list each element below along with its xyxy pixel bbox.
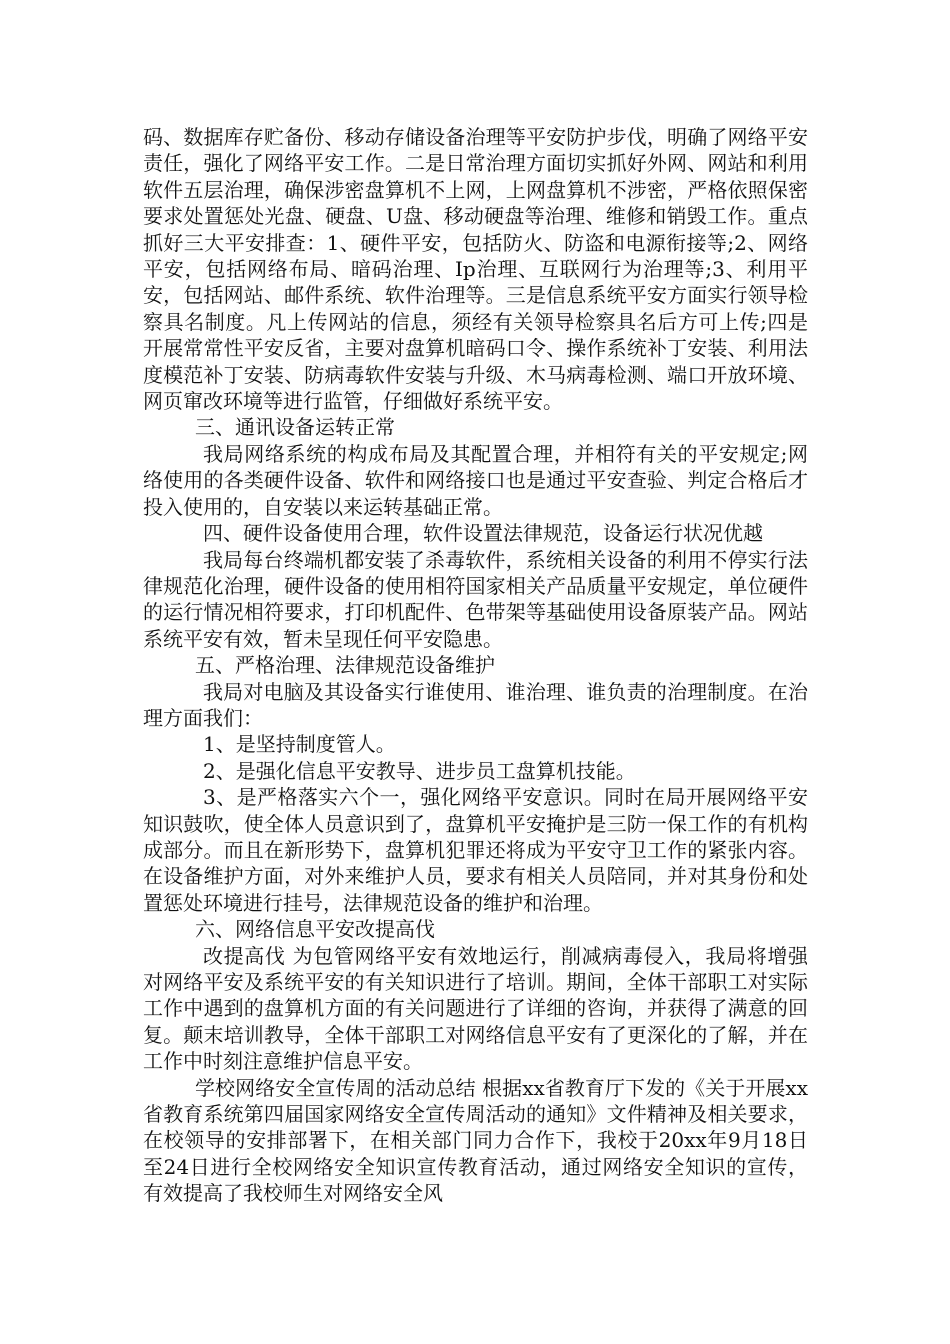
- heading-section-6: 六、网络信息平安改提高伐: [195, 917, 435, 942]
- heading-section-4: 四、硬件设备使用合理，软件设置法律规范，设备运行状况优越: [203, 521, 763, 546]
- paragraph-antivirus: 我局每台终端机都安装了杀毒软件，系统相关设备的利用不停实行法律规范化治理，硬件设备的使用相符国家相关产品质量平安规定，单位硬件的运行情况相符要求，打印机配件、色带架等基础使用设备原装产品。网站系统平安有效，暂未呈现任何平安隐患。: [143, 547, 808, 651]
- paragraph-security-measures: 码、数据库存贮备份、移动存储设备治理等平安防护步伐，明确了网络平安责任，强化了网络平安工作。二是日常治理方面切实抓好外网、网站和利用软件五层治理，确保涉密盘算机不上网，上网盘算机不涉密，严格依照保密要求处置惩处光盘、硬盘、U盘、移动硬盘等治理、维修和销毁工作。重点抓好三大平安排查：1、硬件平安，包括防火、防盗和电源衔接等;2、网络平安，包括网络布局、暗码治理、Ip治理、互联网行为治理等;3、利用平安，包括网站、邮件系统、软件治理等。三是信息系统平安方面实行领导检察具名制度。凡上传网站的信息，须经有关领导检察具名后方可上传;四是开展常常性平安反省，主要对盘算机暗码口令、操作系统补丁安装、利用法度模范补丁安装、防病毒软件安装与升级、木马病毒检测、端口开放环境、网页窜改环境等进行监管，仔细做好系统平安。: [143, 125, 808, 414]
- list-item-1: 1、是坚持制度管人。: [203, 732, 396, 757]
- list-item-3: 3、是严格落实六个一，强化网络平安意识。同时在局开展网络平安知识鼓吹，使全体人员意识到了，盘算机平安掩护是三防一保工作的有机构成部分。而且在新形势下，盘算机犯罪还将成为平安守卫工作的紧张内容。在设备维护方面，对外来维护人员，要求有相关人员陪同，并对其身份和处置惩处环境进行挂号，法律规范设备的维护和治理。: [143, 785, 808, 915]
- paragraph-network-layout: 我局网络系统的构成布局及其配置合理，并相符有关的平安规定;网络使用的各类硬件设备、软件和网络接口也是通过平安查验、判定合格后才投入使用的，自安装以来运转基础正常。: [143, 441, 808, 519]
- paragraph-training: 改提高伐 为包管网络平安有效地运行，削减病毒侵入，我局将增强对网络平安及系统平安的有关知识进行了培训。期间，全体干部职工对实际工作中遇到的盘算机方面的有关问题进行了详细的咨询，并获得了满意的回复。颠末培训教导，全体干部职工对网络信息平安有了更深化的了解，并在工作中时刻注意维护信息平安。: [143, 943, 808, 1074]
- paragraph-school-summary: 学校网络安全宣传周的活动总结 根据xx省教育厅下发的《关于开展xx省教育系统第四届国家网络安全宣传周活动的通知》文件精神及相关要求，在校领导的安排部署下，在相关部门同力合作下，我校于20xx年9月18日至24日进行全校网络安全知识宣传教育活动，通过网络安全知识的宣传，有效提高了我校师生对网络安全风: [143, 1075, 808, 1206]
- heading-section-3: 三、通讯设备运转正常: [195, 415, 395, 440]
- heading-section-5: 五、严格治理、法律规范设备维护: [195, 653, 495, 678]
- list-item-2: 2、是强化信息平安教导、进步员工盘算机技能。: [203, 758, 636, 783]
- document-page: [143, 124, 808, 1207]
- paragraph-management-system: 我局对电脑及其设备实行谁使用、谁治理、谁负责的治理制度。在治理方面我们：: [143, 679, 808, 730]
